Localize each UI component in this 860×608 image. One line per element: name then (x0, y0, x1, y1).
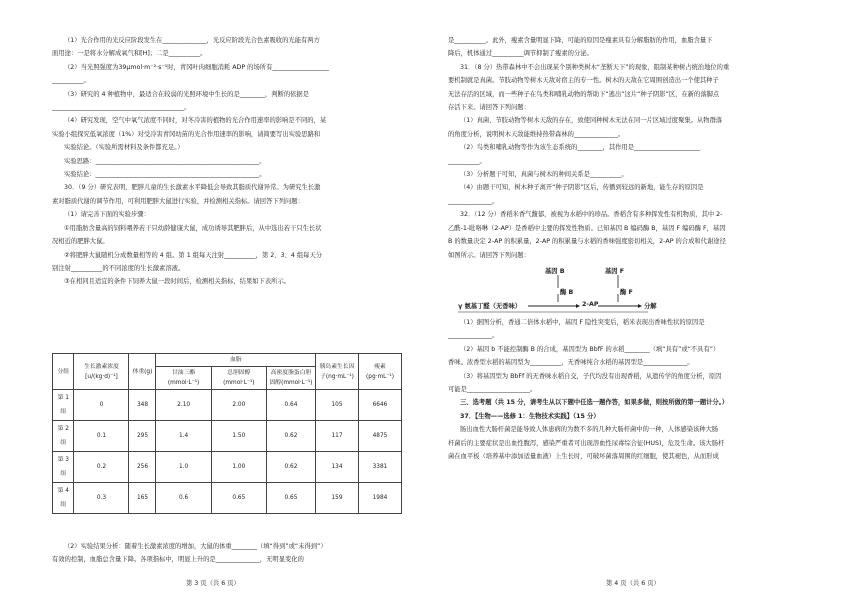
table-cell: 0.65 (267, 483, 316, 514)
right-line: 存活下来。请回答下列问题： (448, 104, 530, 112)
table-cell: 第 4 组 (53, 483, 74, 514)
pathway-diagram (448, 262, 808, 316)
substrate-label: γ 氨基丁醛（无香味） (458, 302, 522, 310)
right-line: 要机制就是真菌。节肢动物等树木天敌对宿主的专一性。树木的天敌在它周围创造出一个使其种子 (448, 77, 719, 85)
table-cell: 1984 (359, 483, 402, 514)
right-column (448, 34, 808, 463)
left-line: （1）请完善下面的实验步骤： (64, 211, 150, 219)
table-row (53, 421, 402, 452)
th-tg: 甘油三酯(mmol·L⁻¹) (156, 367, 211, 390)
left-after-line: （2）实验结果分析：随着生长激素浓度的增加，大鼠的体重________（填“得到”或“未得到”） (64, 543, 327, 550)
th-ghd: 生长激素浓度[u/(kg·d)⁻¹] (74, 354, 129, 390)
table-cell: 6646 (359, 390, 402, 421)
right-q37-line: 肠出血性大肠杆菌是能导致人体患病的为数不多的几种大肠杆菌中的一种，人体感染该种大肠 (460, 426, 719, 434)
right-q32-line: 香味。浓香型水稻的基因型为__________，无香味纯合水稻的基因型是______________。 (448, 359, 694, 367)
right-line: 是__________。此外，瘦素含量明显下降，可能的原因是瘦素具有分解脂肪的作用，血脂含量下 (448, 37, 713, 44)
table-cell: 0.65 (211, 483, 266, 514)
table-cell: 0.6 (156, 483, 211, 514)
table-cell: 0 (74, 390, 129, 421)
footer-page-4: 第 4 页（共 6 页） (606, 580, 660, 587)
right-q32-line: （2）基因 b 不能控制酶 B 的合成，基因型为 BbfF 的水稻________（填“具有”或“不具有”） (460, 345, 720, 353)
th-blood-lipid: 血脂 (156, 354, 316, 367)
left-line: 实验结论：____________________________________________________。 (64, 171, 266, 179)
footer-page-3: 第 3 页（共 6 页） (186, 580, 240, 587)
table-cell: 第 2 组 (53, 421, 74, 452)
left-line: 30．（9 分）研究表明，肥胖儿童的生长激素水平降低会导致其脂质代谢异常。为研究生长激 (64, 184, 321, 192)
th-igf: 胰岛素生长因子(ng·mL⁻¹) (316, 354, 359, 390)
table-cell: 3381 (359, 452, 402, 483)
th-hdl: 高密度脂蛋白胆固醇(mmol·L⁻¹) (267, 367, 316, 390)
right-line: B 的数量决定 2-AP 的积累量，2-AP 的积累量与水稻的香味强度密切相关，2-AP 的合成和代谢途径 (448, 238, 726, 246)
table-cell: 1.00 (211, 452, 266, 483)
th-leptin: 瘦素(pg·mL⁻¹) (359, 354, 402, 390)
left-line: __________。 (52, 77, 90, 85)
table-cell: 165 (129, 483, 156, 514)
end-label: 分解 (644, 302, 657, 310)
right-q32-line: （3）将基因型为 BbFf 的无香味水稻自交，子代均没有出现香稻，从遗传学的角度分析，原因 (460, 372, 722, 380)
left-line: 实验思路：____________________________________________________。 (64, 157, 266, 165)
left-line: （3）研究的 4 种植物中，最适合在较弱的光照环境中生长的是________，判断的依据是 (64, 90, 310, 98)
left-column (52, 34, 402, 289)
product-label: 2-AP (582, 300, 599, 308)
left-line: __________________________________________。 (52, 104, 191, 112)
left-after-table (52, 540, 402, 567)
table-row (53, 483, 402, 514)
table-cell: 0.2 (74, 452, 129, 483)
table-cell: 4875 (359, 421, 402, 452)
th-weight: 体重(g) (129, 354, 156, 390)
left-line: 实验结论。（实验所需材料及条件都充足。） (64, 144, 184, 152)
left-line: ②将肥胖大鼠随机分成数量相等的 4 组。第 1 组每天注射__________，第 2、3、4 组每天分 (64, 251, 323, 259)
table-cell: 第 3 组 (53, 452, 74, 483)
right-line: 32．（12 分）香稻米香气馥郁，被视为水稻中的珍品。香稻含有多种挥发性有机物质，其中 2- (460, 211, 723, 219)
table-cell: 0.3 (74, 483, 129, 514)
section-3-heading: 三、选考题（共 15 分，请考生从以下题中任选一题作答，如果多做，则按所做的第一题计分。） (460, 399, 729, 407)
table-cell: 0.62 (267, 421, 316, 452)
right-line: 无法存活的区域，而一些种子在鸟类和哺乳动物的帮助下“逃出”这片“种子阴影”区，在新的落脚点 (448, 90, 720, 98)
q37-heading: 37．【生物——选修 1：生物技术实践】（15 分） (460, 412, 600, 420)
left-line: （1）光合作用的光反应阶段发生在______________，光反应阶段光合色素吸收的光能有两方 (64, 37, 320, 44)
th-group: 分组 (53, 354, 74, 390)
left-line: 面用途：一是将水分解成氧气和[H]；二是__________。 (52, 50, 207, 58)
enzyme-f-label: 酶 F (620, 288, 633, 296)
table-cell: 105 (316, 390, 359, 421)
table-cell: 0.64 (267, 390, 316, 421)
right-line: 31．（8 分）热带森林中不会出现某个别种类树木“垄断天下”的现象，阻制某种树占统治地位的重 (460, 63, 730, 71)
table-row (53, 390, 402, 421)
right-line: __________。 (448, 157, 486, 165)
left-line: 实验小组探究低氧浓度（1%）对受冷害青冈幼苗的光合作用速率的影响，请简要写出实验思路和 (52, 130, 321, 138)
right-q37-line: 菌在血平板（培养基中添加适量血液）上生长时，可破坏菌落周围的红细胞，使其褪色，从而形成 (448, 452, 719, 460)
table-cell: 295 (129, 421, 156, 452)
left-line: ①用脂肪含量高的饲料喂养若干只幼龄健康大鼠，成功诱导其肥胖后，从中选出若干只生长状 (64, 224, 322, 232)
table-cell: 348 (129, 390, 156, 421)
right-line: 乙酰-1-吡咯啉（2-AP）是香稻中主要的挥发性物质。已知基因 B 编码酶 B，基因 F 编码酶 F，基因 (448, 224, 726, 232)
th-tc: 总胆固醇(mmol·L⁻¹) (211, 367, 266, 390)
right-q32-line: （1）据图分析，香通二倍体水稻中，基因 F 隐性突变后，稻米表现出香味性状的原因是 (460, 318, 705, 326)
right-line: 的角度分析，说明树木天敌能维持热带森林的______________。 (448, 130, 625, 138)
right-q32-line: 可能是____________________。 (448, 385, 537, 393)
right-line: （4）由题干可知，树木种子离开“种子阴影”区后，传播到较远的新地，能生存的原因是 (460, 184, 704, 192)
left-line: 素对脂质代谢的调节作用，可利用肥胖大鼠进行实验，并检测相关指标。请回答下列问题： (52, 197, 304, 205)
table-cell: 2.10 (156, 390, 211, 421)
table-cell: 134 (316, 452, 359, 483)
left-line: 况相近的肥胖大鼠。 (52, 238, 109, 246)
left-line: ③在相同且适宜的条件下饲养大鼠一段时间后，检测相关指标，结果如下表所示。 (64, 278, 291, 286)
right-q32-line: ______________。 (448, 332, 499, 340)
table-cell: 0.62 (267, 452, 316, 483)
table-cell: 0.1 (74, 421, 129, 452)
left-after-line: 有效的控制，血脂总含量下降。各项指标中，明显上升的是______________，无明显变化的 (52, 556, 304, 564)
left-line: （4）研究发现，空气中氧气浓度不同时，对冬冷害的植物的光合作用速率的影响是不同的，某 (64, 117, 327, 125)
table-cell: 159 (316, 483, 359, 514)
enzyme-b-label: 酶 B (560, 288, 574, 296)
table-cell: 第 1 组 (53, 390, 74, 421)
table-cell: 1.4 (156, 421, 211, 452)
right-line: ______________。 (448, 197, 499, 205)
right-q37-line: 杆菌后的主要症状是出血性腹泻，感染严重者可出现溶血性尿毒综合征(HUS)，危及生命。该大肠杆 (448, 439, 725, 447)
results-table (52, 353, 402, 514)
gene-b-label: 基因 B (545, 267, 565, 275)
table-cell: 117 (316, 421, 359, 452)
gene-f-label: 基因 F (605, 267, 625, 275)
table-cell: 2.00 (211, 390, 266, 421)
table-row (53, 452, 402, 483)
table-cell: 1.50 (211, 421, 266, 452)
right-line: 降后，机体通过__________调节抑制了瘦素的分泌。 (448, 50, 593, 58)
table-cell: 1.0 (156, 452, 211, 483)
left-line: 别注射__________的不同浓度的生长激素溶液。 (52, 264, 185, 272)
table-cell: 256 (129, 452, 156, 483)
left-line: （2）当光照强度为39μmol·m⁻²·s⁻¹时，青冈叶肉细胞消耗 ADP 的场所有__________________ (64, 63, 330, 71)
right-line: 如图所示。请回答下列问题： (448, 251, 530, 259)
right-line: （3）分析题干可知，真菌与树木的种间关系是__________。 (460, 171, 628, 179)
right-line: （1）真菌、节肢动物等树木天敌的存在，致使同种树木无法在同一片区域过度聚集。从物群落 (460, 117, 723, 125)
right-line: （2）鸟类和哺乳动物等作为该生态系统的________，其作用是_____________________ (460, 144, 701, 152)
page-4 (430, 0, 860, 608)
